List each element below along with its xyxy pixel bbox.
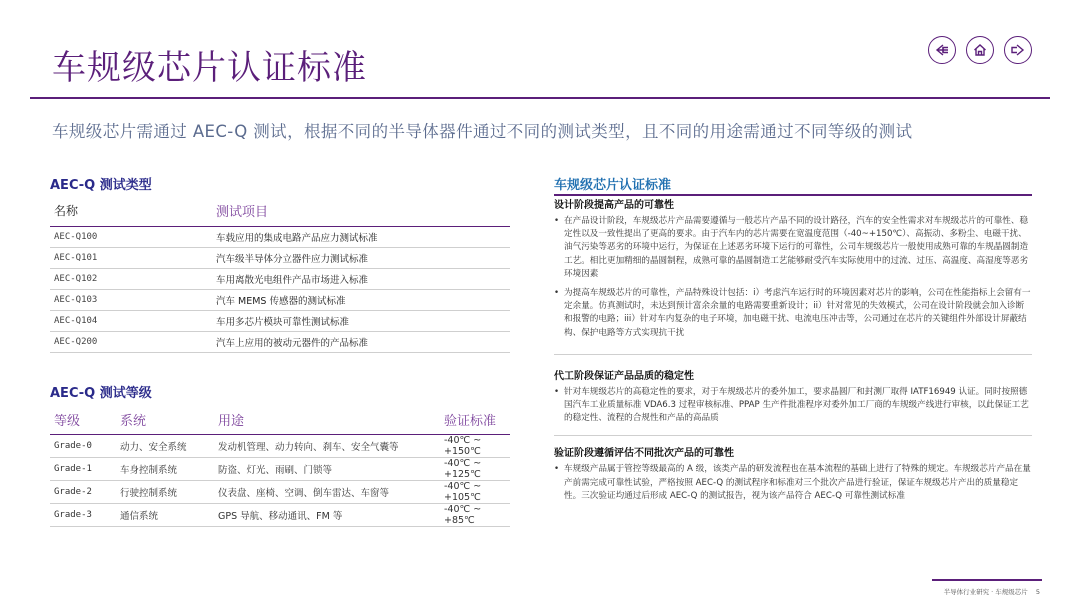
section-divider	[554, 435, 1032, 436]
cell-usage: 发动机管理、动力转向、刹车、安全气囊等	[218, 434, 444, 457]
footer	[944, 587, 1040, 596]
bullet-paragraph: • 在产品设计阶段，车规级芯片产品需要遵循与一般芯片产品不同的设计路径，汽车的安全性需求对车规级芯片的可靠性、稳定性以及一致性提出了更高的要求。由于汽车内的芯片需要在宽温度范围（-40~+150℃）、高振动、多粉尘、电磁干扰、油气污染等恶劣的环境中运行，为保证在上述恶劣环境下运行的可靠性，公司车规级芯片一般使用成熟可靠的车规晶圆制造工艺。相比更加精细的晶圆制程，成熟可靠的晶圆制造工艺能够耐受汽车实际使用中的过流、过压、高温度、高湿度等恶劣环境因素	[554, 215, 1032, 281]
cell-grade: Grade-0	[50, 434, 120, 457]
cell-standard: -40℃ ~ +85℃	[444, 503, 510, 526]
cell-usage: 防盗、灯光、雨刷、门锁等	[218, 457, 444, 480]
home-button[interactable]	[966, 36, 994, 64]
test-grades-heading: AEC-Q 测试等级	[50, 386, 152, 401]
title-divider	[30, 97, 1050, 99]
back-button[interactable]	[928, 36, 956, 64]
cell-name: AEC-Q102	[50, 268, 216, 289]
cert-content	[554, 196, 1032, 503]
bullet-paragraph: • 为提高车规级芯片的可靠性，产品特殊设计包括：i）考虑汽车运行时的环境因素对芯片的影响，公司在性能指标上会留有一定余量。仿真测试时，未达到预计富余余量的电路需要重新设计；ii）针对常见的失效模式，公司在设计阶段就会加入诊断和报警的电路；iii）针对车内复杂的电子环境，加电磁干扰、电流电压冲击等，公司通过在芯片的关键组件外部设计屏蔽结构、保护电路等方式实现抗干扰	[554, 287, 1032, 340]
footer-divider	[932, 579, 1042, 581]
cell-system: 通信系统	[120, 503, 218, 526]
cell-system: 行驶控制系统	[120, 480, 218, 503]
cell-grade: Grade-3	[50, 503, 120, 526]
cert-heading: 车规级芯片认证标准	[554, 178, 672, 193]
table-row	[50, 457, 510, 480]
cell-name: AEC-Q101	[50, 247, 216, 268]
cell-usage: 仪表盘、座椅、空调、倒车雷达、车窗等	[218, 480, 444, 503]
table-header-row	[50, 406, 510, 434]
cert-section-title: 验证阶段遵循评估不同批次产品的可靠性	[554, 448, 734, 460]
page-number: 5	[1035, 588, 1040, 596]
cell-grade: Grade-1	[50, 457, 120, 480]
cell-usage: GPS 导航、移动通讯、FM 等	[218, 503, 444, 526]
table-row	[50, 289, 510, 310]
cell-grade: Grade-2	[50, 480, 120, 503]
table-row	[50, 480, 510, 503]
col-header-usage: 用途	[218, 406, 444, 434]
test-types-table	[50, 196, 510, 353]
cell-standard: -40℃ ~ +125℃	[444, 457, 510, 480]
cell-test-item: 车用多芯片模块可靠性测试标准	[216, 310, 510, 331]
bullet-paragraph: • 针对车规级芯片的高稳定性的要求，对于车规级芯片的委外加工，要求晶圆厂和封测厂取得 IATF16949 认证。同时按照德国汽车工业质量标准 VDA6.3 过程审核标准、PPAP 生产件批准程序对委外加工厂商的车规级产线进行审核，以此保证工艺的稳定性、流程的合规性和产品的高品质	[554, 386, 1032, 426]
cert-section-title: 设计阶段提高产品的可靠性	[554, 200, 674, 211]
cell-name: AEC-Q100	[50, 226, 216, 247]
test-types-heading: AEC-Q 测试类型	[50, 178, 152, 193]
arrow-right-icon	[1010, 42, 1026, 58]
col-header-standard: 验证标准	[444, 406, 510, 434]
test-grades-table	[50, 406, 510, 527]
page-title: 车规级芯片认证标准	[52, 48, 367, 88]
col-header-name: 名称	[50, 196, 216, 226]
col-header-test-item: 测试项目	[216, 196, 510, 226]
table-row	[50, 434, 510, 457]
cell-system: 车身控制系统	[120, 457, 218, 480]
footer-text: 半导体行业研究 · 车规级芯片	[943, 588, 1028, 596]
forward-button[interactable]	[1004, 36, 1032, 64]
section-divider	[554, 354, 1032, 355]
table-row	[50, 226, 510, 247]
bullet-paragraph: • 车规级产品属于管控等级最高的 A 级，该类产品的研发流程也在基本流程的基础上进行了特殊的规定。车规级芯片产品在量产前需完成可靠性试验，严格按照 AEC-Q 的测试程序和标准对三个批次产品进行验证，保证车规级芯片产出的质量稳定性。三次验证均通过后形成 AEC-Q 的测试报告，视为该产品符合 AEC-Q 可靠性测试标准	[554, 463, 1032, 503]
table-row	[50, 331, 510, 352]
arrow-left-icon	[934, 42, 950, 58]
cell-test-item: 车用离散光电组件产品市场进入标准	[216, 268, 510, 289]
cell-name: AEC-Q200	[50, 331, 216, 352]
nav-buttons	[928, 36, 1032, 64]
col-header-system: 系统	[120, 406, 218, 434]
col-header-grade: 等级	[50, 406, 120, 434]
cell-name: AEC-Q103	[50, 289, 216, 310]
cell-name: AEC-Q104	[50, 310, 216, 331]
cell-test-item: 车载应用的集成电路产品应力测试标准	[216, 226, 510, 247]
table-header-row	[50, 196, 510, 226]
table-row	[50, 503, 510, 526]
cell-system: 动力、安全系统	[120, 434, 218, 457]
cell-test-item: 汽车 MEMS 传感器的测试标准	[216, 289, 510, 310]
page-subtitle: 车规级芯片需通过 AEC-Q 测试，根据不同的半导体器件通过不同的测试类型，且不同的用途需通过不同等级的测试	[52, 122, 913, 141]
cell-test-item: 汽车上应用的被动元器件的产品标准	[216, 331, 510, 352]
cell-test-item: 汽车级半导体分立器件应力测试标准	[216, 247, 510, 268]
cell-standard: -40℃ ~ +105℃	[444, 480, 510, 503]
table-row	[50, 268, 510, 289]
table-row	[50, 247, 510, 268]
cert-section-title: 代工阶段保证产品品质的稳定性	[554, 370, 694, 382]
home-icon	[972, 42, 988, 58]
cell-standard: -40℃ ~ +150℃	[444, 434, 510, 457]
table-row	[50, 310, 510, 331]
